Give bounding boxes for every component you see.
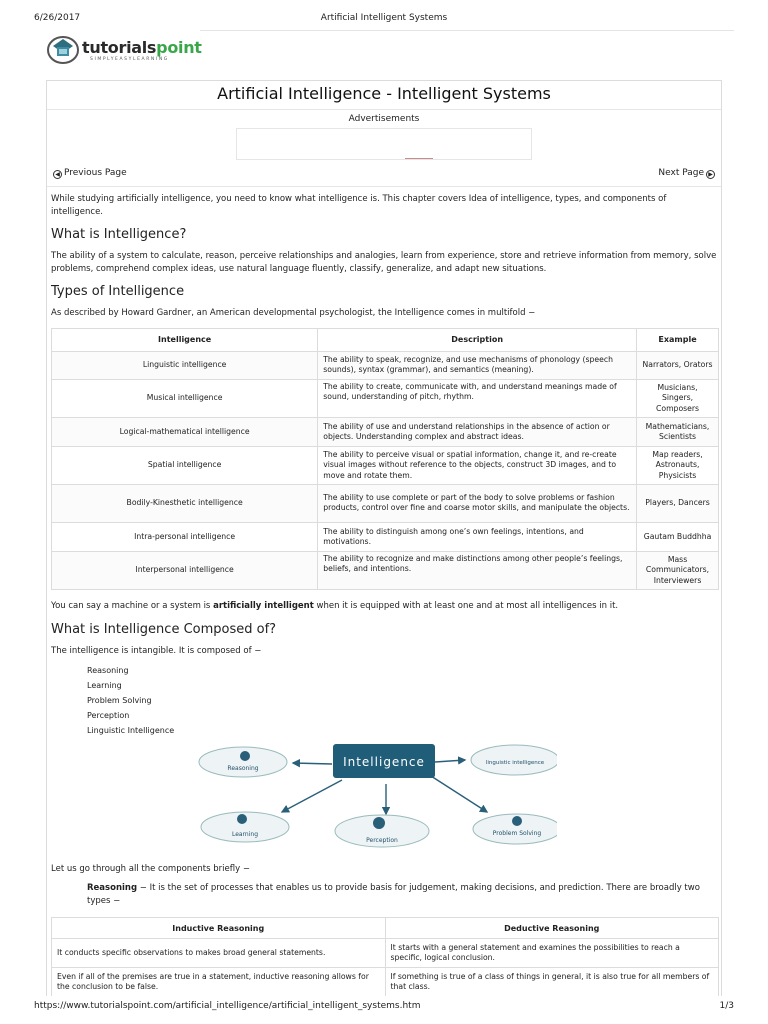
table-cell: Gautam Buddhha [637,522,719,551]
table-cell: It conducts specific observations to makes broad general statements. [52,939,386,968]
table-row [52,484,719,522]
table-cell: Musical intelligence [52,379,318,417]
list-item: Linguistic Intelligence [87,726,175,736]
problem-solving-node-icon [512,816,522,826]
logo-tagline: SIMPLYEASYLEARNING [90,57,169,62]
table-row [52,551,719,589]
table-cell: The ability to perceive visual or spatial information, change it, and re-create visual images without reference to the objects, construct 3D images, and to move and rotate them. [318,446,637,484]
column-header: Inductive Reasoning [52,918,386,939]
table-cell: Musicians, Singers, Composers [637,379,719,417]
column-header: Deductive Reasoning [385,918,719,939]
table-cell: Players, Dancers [637,484,719,522]
table-row [52,522,719,551]
list-item: Learning [87,681,122,691]
logo-emblem-icon [46,32,80,66]
table-cell: Linguistic intelligence [52,351,318,379]
logo-wordmark: tutorialspoint [82,38,202,57]
page-url: https://www.tutorialspoint.com/artificial_intelligence/artificial_intelligent_systems.htm [34,1001,421,1011]
node-label: Learning [231,831,259,839]
article [46,80,722,996]
table-cell: The ability to recognize and make distinctions among other people’s feelings, beliefs, and intentions. [318,551,637,589]
table-header-row [52,328,719,351]
node-label: Reasoning [227,765,259,773]
table-cell: Spatial intelligence [52,446,318,484]
heading-what-is-intelligence: What is Intelligence? [51,227,187,243]
reasoning-types-table [51,917,719,996]
table-cell: The ability to distinguish among one’s own feelings, intentions, and motivations. [318,522,637,551]
page-navigation [51,168,717,186]
bold-term: Reasoning [87,883,138,894]
node-label: Perception [366,837,398,845]
list-item: Reasoning [87,666,129,676]
table-cell: The ability of use and understand relationships in the absence of action or objects. Understanding complex and abstract ideas. [318,417,637,446]
table-cell: Mass Communicators, Interviewers [637,551,719,589]
heading-types-of-intelligence: Types of Intelligence [51,284,185,300]
table-header-row [52,918,719,939]
table-cell: Intra-personal intelligence [52,522,318,551]
types-intro: As described by Howard Gardner, an American developmental psychologist, the Intelligence comes in multifold − [51,308,536,319]
column-header: Description [318,328,637,351]
node-label: Problem Solving [492,830,542,838]
left-arrow-icon: ◀ [53,170,62,179]
center-label: Intelligence [343,755,425,770]
table-cell: The ability to use complete or part of the body to solve problems or fashion products, control over fine and coarse motor skills, and manipulate the objects. [318,484,637,522]
page-title: Artificial Intelligence - Intelligent Systems [47,81,721,110]
next-page-link[interactable]: Next Page ▶ [658,168,717,179]
components-brief: Let us go through all the components briefly − [51,864,250,875]
perception-node-icon [373,817,385,829]
table-row [52,968,719,996]
intelligence-types-table [51,328,719,590]
bold-term: artificially intelligent [213,600,314,611]
column-header: Example [637,328,719,351]
components-list [87,663,721,738]
table-cell: Even if all of the premises are true in a statement, inductive reasoning allows for the conclusion to be false. [52,968,386,996]
learning-node-icon [237,814,247,824]
table-cell: If something is true of a class of things in general, it is also true for all members of that class. [385,968,719,996]
page-number: 1/3 [719,1001,734,1011]
table-cell: The ability to speak, recognize, and use mechanisms of phonology (speech sounds), syntax (grammar), and semantics (meaning). [318,351,637,379]
table-row [52,446,719,484]
table-cell: Narrators, Orators [637,351,719,379]
list-item: Perception [87,711,130,721]
intelligence-definition: The ability of a system to calculate, reason, perceive relationships and analogies, learn from experience, store and retrieve information from memory, solve problems, comprehend complex ideas, use natural language fluently, classify, generalize, and adapt new situations. [51,251,717,274]
table-row [52,417,719,446]
header-divider [200,30,734,31]
ad-banner[interactable] [236,128,532,160]
print-footer [34,1001,734,1015]
table-row [52,939,719,968]
right-arrow-icon: ▶ [706,170,715,179]
table-row [52,379,719,417]
table-cell: Logical-mathematical intelligence [52,417,318,446]
ai-summary: You can say a machine or a system is artificially intelligent when it is equipped with at least one and at most all intelligences in it. [51,600,619,611]
previous-page-link[interactable]: ◀ Previous Page [51,168,127,179]
list-item: Problem Solving [87,696,152,706]
table-row [52,351,719,379]
table-cell: The ability to create, communicate with, and understand meanings made of sound, understanding of pitch, rhythm. [318,379,637,417]
table-cell: Map readers, Astronauts, Physicists [637,446,719,484]
intelligence-components-diagram [197,744,557,856]
table-cell: Interpersonal intelligence [52,551,318,589]
reasoning-node-icon [240,751,250,761]
composed-intro: The intelligence is intangible. It is composed of − [51,645,262,656]
reasoning-paragraph: Reasoning − It is the set of processes that enables us to provide basis for judgement, making decisions, and prediction. There are broadly two types − [87,883,700,906]
table-cell: Mathematicians, Scientists [637,417,719,446]
print-header [34,13,734,27]
nav-divider [47,186,721,187]
table-cell: Bodily-Kinesthetic intelligence [52,484,318,522]
print-title: Artificial Intelligent Systems [320,13,448,23]
print-date: 6/26/2017 [34,13,81,23]
table-cell: It starts with a general statement and examines the possibilities to reach a specific, logical conclusion. [385,939,719,968]
node-label: linguistic intelligence [485,760,545,767]
intro-paragraph: While studying artificially intelligence, you need to know what intelligence is. This chapter covers Idea of intelligence, types, and components of intelligence. [51,194,667,217]
heading-intelligence-composed: What is Intelligence Composed of? [51,621,277,637]
site-logo[interactable] [46,32,202,68]
column-header: Intelligence [52,328,318,351]
ads-label: Advertisements [348,114,420,124]
